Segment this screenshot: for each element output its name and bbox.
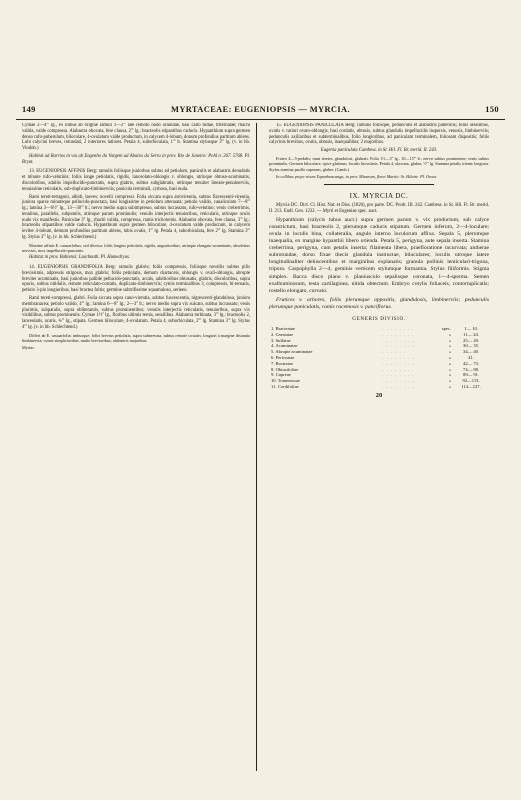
genera-spec: »	[448, 378, 452, 384]
column-divider	[256, 123, 257, 771]
habitat-note: Habitat in prov. Bahiensi: Luschnath. Pl. Humedryas.	[29, 255, 131, 261]
synonym-citation: Eugenia paniculata Cambess. in St. Hil. Fl. Br. merid. II. 243.	[320, 148, 438, 154]
genera-leader-dots: . . . . . . . .	[382, 378, 415, 384]
species-description: Frutex 4—5-pedalis; rami teretes, glandulosi, glabrati. Folia 1½—3'' lg., 10—15''' lt.; nervo subtus prominente; venis subtus prominulis. Germen biloculare, spice glabrum, loculis biovulatis. Petala 4, obovata, glabra, ½''' lg. Stamina petalis triente longiora. Stylus stamina paullo superans, glaber. (Camb.)	[269, 156, 489, 172]
genera-spec: »	[448, 383, 452, 389]
genera-division-table	[269, 326, 489, 390]
genera-leader-dots: . . . . . . . .	[382, 331, 415, 337]
genera-leader-dots: . . . . . . . .	[382, 383, 415, 389]
page-number-right: 150	[485, 105, 499, 114]
habitat-note: In collibus prope vicum Tapanhoacanga, in prov. Minarum, floret Martio: St. Hilaire. Pl. Oreas.	[276, 173, 438, 179]
genera-spec: »	[448, 343, 452, 349]
page-number-left: 149	[22, 105, 36, 114]
species-heading-13: 13. EUGENIOPSIS AFFINIS Berg: ramulis foliisque juniorbus subtus ad petiolum, paniculis et alabastris denudatis et minute rufo-velutinis; foliis longe petiolatis, rigidis, lanceolato-oblongis v. oblongis, utrinque obtuso-acuminatis, discoloribus, adultis impellucido-punctatis, supra glabris, subtus subglabratis, utrinque tenuiter lineato-penninerviis, tenuissime reticulatis, sub-duplicato-limbinerviis; panicula terminali, cymosa, basi nuda.	[22, 169, 250, 192]
section-rule	[324, 184, 434, 185]
genera-name: 10. Tomentosae	[271, 378, 300, 384]
genera-range: 42— 73.	[463, 360, 480, 366]
genera-range: 41.	[468, 354, 474, 360]
genera-name: 4. Acuminatae	[271, 343, 298, 349]
genera-range: 34— 40.	[463, 349, 480, 355]
genus-synonymy: Myrcia DC. Dict. Cl. Hist. Nat. et Diss. (1826), pro parte. DC. Prodr. III. 242. Cambess. in St. Hil. Fl. Br. merid. II. 213. Endl. Gen. 1232. — Myrti et Eugeniae spec. auct.	[269, 203, 489, 214]
habitat-note: Habitat ad Barrios in via ab Engenho da Vargem ad Abaixo da Serra in prov. Rio de Janeiro: Pohl n. 267. 5768. Pl. Bryat.	[22, 153, 250, 165]
genera-name: 2. Caestatae	[271, 331, 294, 337]
genera-range: 30— 35.	[463, 343, 480, 349]
species-description: Rami tereti-compressi, glabri. Folia siccata supra cano-virentia, subtus fuscescentia, nigrescenti-glandulosa, juniora membranacea; petiolo valido, 4''' lg.; lamina 6—8'' lg., 2—3'' lt.; nervo medio supra vix sulcato, subtus incrassato; venis plurimis, subpatulis, supra obliterantis, subtus prominentibus; venulis interjectis reticulatis, tenuioribus, supra vix visibilibus, subtus prominentis. Cymae 1½'' lg., floribus ultimis ternis, sessilibus. Alabastra turbinata, 3''' lg.; bracteolis 2, lanceolatis, acutis, ¾''' lg., stipata. Germen biloculare, 4-ovulatum. Petala 4, suborbiculata, 2''' lg. Stamina 3''' lg. Stylus 4''' lg. (v. in hb. Schlechtend.)	[22, 296, 250, 330]
cyma-description: Cymae 2—4''' lg., ex imbus ab origine ramuli 1—2''' late remoto nodo oriundae, basi callo fultae, triternatae; rhachi valida, valde compressa. Alabastra obovata, fere clausa, 2''' lg.; bracteolis stipantibus caducis. Hypanthium supra germen denso rufo-puberulum, biloculare, 4-ovulatum valde productum, in calycem 4-lobum, donum profundius partitum abiens. Lobi calycini breves, rotundati, 2 interiores latiores. Petala 4, suborbiculata, 1''' lt. Stamina stylusque 3''' lg. (v. in hb. Vindob.)	[22, 123, 250, 151]
genera-range: 114—127.	[461, 383, 481, 389]
genera-spec: »	[448, 372, 452, 378]
genera-spec: »	[448, 331, 452, 337]
genera-name: 1. Bracteatae	[271, 325, 295, 331]
left-column	[16, 123, 252, 771]
genus-section-title: IX. MYRCIA DC.	[349, 192, 409, 201]
genera-spec: »	[448, 337, 452, 343]
genus-description: Hypanthium (calycis tubus auct.) supra germen parum v. vix productum, sub calyce constrictum, basi bracteolis 2, plerumque caducis stipatum. Germen inferum, 2—4-loculare; ovula in loculis bina, collateralia, angulo interno loculorum affixa. Sepala 5, plerumque inaequalia, ex margine hypanthii libero orienda. Petala 5, perigyna, aute sepala inserta. Stamina creberrima, perigyna, cum petalis inserta; filamenta libera, praefloratione incurvata; antherae subrotundae, dorso fixae thecis glandula instructae, biloculares; loculis utroque latere longitudinaliter dehiscentibus et marginibus explanatis; granula pollinis lenticulari-trigona, tripora. Carpophylla 2—4, geminis verticem stylumque formantia. Stylus filiformis. Stigma simplex. Bacca disco plano v. planiusculo sepalisque coronata, 1—4-sperma. Semen exalbuminosum, testa cartilaginea, nitida obtectum. Embryo cotylis foliaceis, contortuplicatis; rostello elongato, curvato.	[269, 216, 489, 294]
genera-name: 5. Abrupte acuminatae	[271, 349, 313, 355]
genera-name: 8. Obtusifoliae	[271, 366, 299, 372]
genera-spec: spec.	[441, 325, 452, 331]
genera-range: 92—113.	[462, 378, 480, 384]
genera-range: 74— 88.	[463, 366, 480, 372]
genera-range: 11— 24.	[463, 331, 480, 337]
signature-number: 20	[375, 391, 383, 399]
genera-leader-dots: . . . . . . . .	[382, 366, 415, 372]
genera-spec: »	[448, 354, 452, 360]
genera-leader-dots: . . . . . . . .	[382, 325, 415, 331]
difference-note: Differt ab E. cauuarfolia: imbusque; foliis brevius petiolatis, supra subnervata, subtus remote costatis; longiori a margine distantia limbinervia; cymis simplicioribus, multo brevioribus; alabastris majoribus.	[22, 332, 250, 343]
species-description: Rami tereti-tetragoni, albidi, laeves; novelli compressi. Folia siccata supra atrovirentia, subtus flavescenti-virentia, juniora sparse minuteque pellucido-punctata, basi longissime in petiolum attenuata; petiolo valido, canaliculato 7—8''' lg.; lamina 3—6½'' lg., 13—30''' lt.; nervo medio supra subimpresso, subtus incrassato, rufo-velutino; venis creberrimis, tenuibus, parallelis, subpatulis, utrinque parum prominulis; venulis interjectis tenuioribus, reticulatis, utrinque oculo nudo vix manifestis. Paniculae 3'' lg., rhachi valida, compressa, ramis trichotomis. Alabastra obovata, fere clausa, 3''' lg.; bracteolis stipantibus valde caducis. Hypanthium supra germen biloculare, 4-ovulatum valde productum, in calycem leviter 4-lobum, demum profundius partitum abiens, lobis ovatis, 1''' lg. Petala 4, suborbiculata, fere 2''' lg. Stamina 3''' lg. Stylus 3''' lg. (v. in hb. Schlechtend.)	[22, 194, 250, 240]
genera-name: 3. Sulfatae	[271, 337, 291, 343]
genera-name: 9. Cupreae	[271, 372, 291, 378]
species-heading-14: 14. EUGENIOPSIS GRANDIFOLIA Berg: ramulis glabris; foliis compressis, foliisque novellis subtus pilis brevissimis, adpressis strigosis, mox glabris; foliis petiolatis, demum chartaceis, oblongis v. ovali-oblongis, abrupte breviter acuminatis, basi juniorbus pallide pellucido-punctatis, acutis, adultioribus obtusatis, glabris, discoloribus, supra opacis, subtus nitidulis, remote reticulato-costatis, duplicato-limbinerviis; cymis terminalibus 3, compressis, bi-ternatis, petiolo 3-plo longioribus, basi bractea fultis; germine subtrifissime squamuloso, serieeo.	[22, 265, 250, 294]
genera-range: 89— 91.	[463, 372, 480, 378]
genus-habit: Frutices v. arbores, foliis plerumque oppositis, glandulosis, limbinerviis; pedunculis plerumque paniculatis, ramis racemosis v. panciflorus.	[269, 297, 489, 311]
genera-leader-dots: . . . . . . . .	[382, 343, 415, 349]
page-header	[16, 105, 505, 120]
genera-row	[269, 384, 489, 390]
species-heading-15: 15. EUGENIOPSIS PANICULATA Berg: ramulis foliisque, pedunculis et alabastris puberulis; foliis sessilibus, ovatis v. rariori ovato-oblongis, basi cordatis, obtusis, subtus glandulis impellucidis inspersis, venosis, limbinerviis; pedunculis axillaribus et subterminalibus, folio longioribus, ad paniculam terminalem, foliosam dispositis; foliis calycinis brevibus, ovatis, obtusis, inaequalibus; 2 majoribus.	[269, 123, 489, 146]
genera-leader-dots: . . . . . . . .	[382, 337, 415, 343]
genera-spec: »	[448, 349, 452, 355]
running-title: MYRTACEAE: EUGENIOPSIS — MYRCIA.	[171, 105, 350, 114]
affinity-note: Maxime affinis E. cauuarfolius, sed diversa: foliis longius petiolatis, rigidis, angustioribus, utrinque elongato-acuminatis, obsoletius nervosis, mox impellucido-punctatis.	[22, 242, 251, 254]
genera-spec: »	[448, 360, 452, 366]
genera-name: 11. Cordifoliae	[271, 383, 299, 389]
genera-name: 7. Rostratae	[271, 360, 293, 366]
right-column	[259, 123, 495, 771]
genera-leader-dots: . . . . . .	[382, 349, 406, 355]
footer-signature: Myrtac.	[22, 345, 36, 351]
two-column-body	[16, 123, 505, 771]
genera-range: 25— 29.	[463, 337, 480, 343]
genera-spec: »	[448, 366, 452, 372]
genera-leader-dots: . . . . . . . .	[382, 372, 415, 378]
genera-division-title: GENERIS DIVISIO.	[352, 316, 406, 323]
genera-leader-dots: . . . . . . . .	[382, 354, 415, 360]
genera-name: 6. Perforatae	[271, 354, 295, 360]
genera-leader-dots: . . . . . . . .	[382, 360, 415, 366]
genera-range: 1— 10.	[464, 325, 478, 331]
